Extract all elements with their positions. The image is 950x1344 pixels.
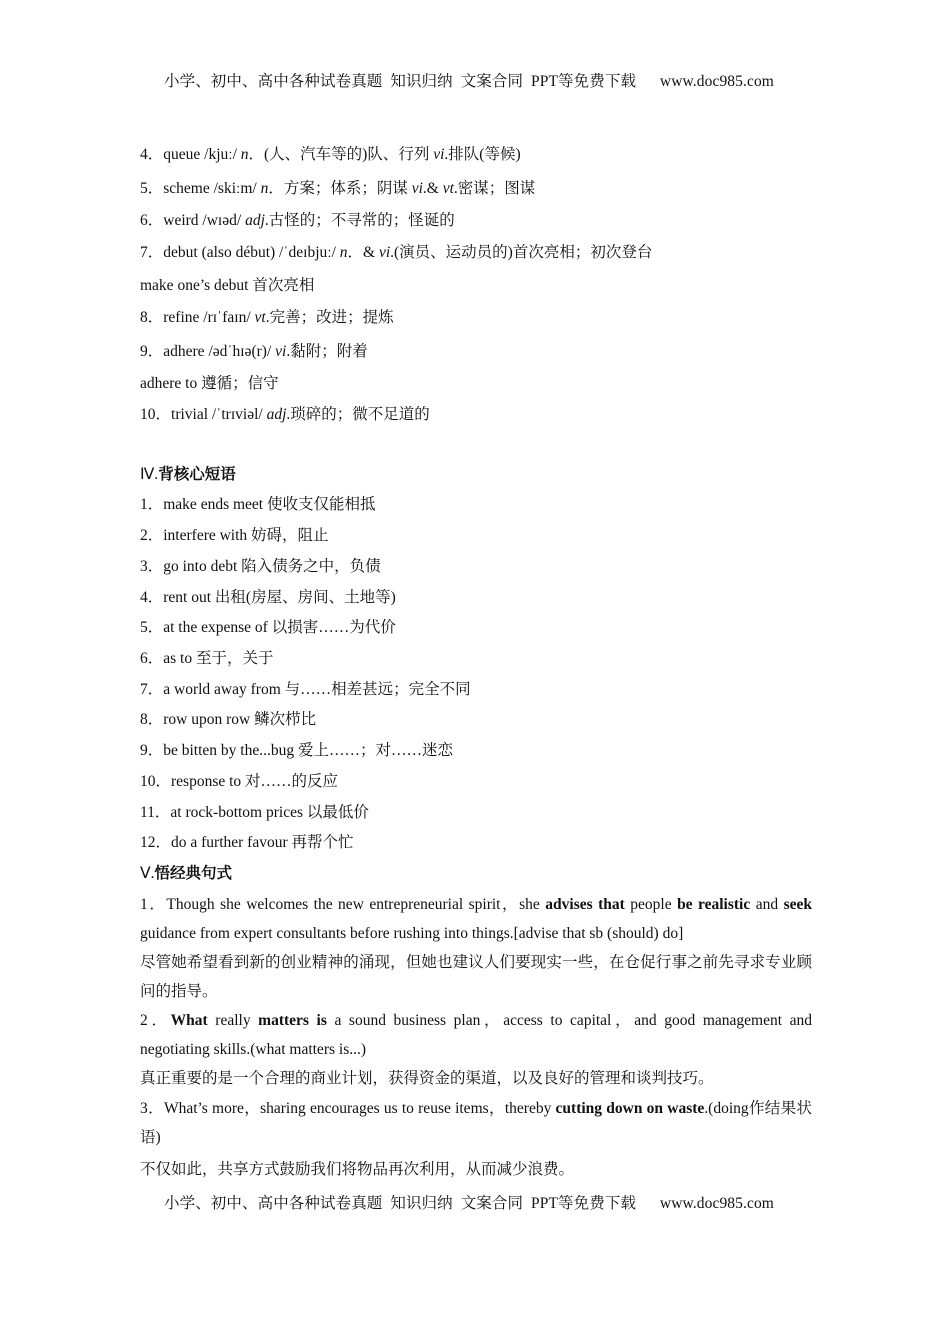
vocab-definition: .古怪的；不寻常的；怪诞的 — [264, 212, 455, 229]
key-structure: What — [170, 1012, 208, 1029]
phrase-item: 3．go into debt 陷入债务之中，负债 — [140, 558, 381, 575]
phrase-item: 7．a world away from 与……相差甚远；完全不同 — [140, 681, 471, 698]
vocab-definition: .完善；改进；提炼 — [265, 309, 394, 326]
part-of-speech: adj — [266, 406, 287, 423]
sentence-text: 2． — [140, 1012, 171, 1029]
vocab-word: debut (also début) /ˈdeɪbjuː/ — [163, 244, 340, 261]
part-of-speech: n — [240, 146, 249, 163]
sentence-text: .(doing作结果状语) — [140, 1100, 812, 1146]
part-of-speech: vi — [411, 180, 423, 197]
key-structure: cutting down on waste — [555, 1100, 705, 1117]
phrase-item: 5．at the expense of 以损害……为代价 — [140, 619, 396, 636]
section-roman: Ⅴ. — [140, 865, 155, 882]
page-header: 小学、初中、高中各种试卷真题 知识归纳 文案合同 PPT等免费下载 www.doc985.com — [164, 73, 774, 90]
phrase-item: 10．response to 对……的反应 — [140, 773, 339, 790]
part-of-speech: n — [260, 180, 269, 197]
item-number: 5． — [140, 180, 164, 197]
phrase-item: 6．as to 至于，关于 — [140, 650, 274, 667]
vocab-item-4 — [140, 145, 521, 165]
vocab-word: scheme /skiːm/ — [163, 180, 261, 197]
key-structure: advises that — [545, 896, 625, 913]
vocab-phrase-adhere: adhere to 遵循；信守 — [140, 375, 279, 392]
section-heading: 背核心短语 — [158, 466, 236, 483]
vocab-word: adhere /ədˈhɪə(r)/ — [163, 343, 276, 360]
key-structure: matters is — [258, 1012, 327, 1029]
section-roman: Ⅳ. — [140, 466, 159, 483]
vocab-definition: .琐碎的；微不足道的 — [286, 406, 430, 423]
vocab-connector: .& — [422, 180, 443, 197]
sentence-3-english — [140, 1094, 812, 1152]
phrase-item: 11．at rock-bottom prices 以最低价 — [140, 804, 369, 821]
key-structure: seek — [783, 896, 812, 913]
sentence-2-chinese: 真正重要的是一个合理的商业计划，获得资金的渠道，以及良好的管理和谈判技巧。 — [140, 1070, 714, 1087]
item-number: 8． — [140, 309, 164, 326]
phrase-item: 8．row upon row 鳞次栉比 — [140, 711, 317, 728]
vocab-item-10 — [140, 405, 430, 425]
part-of-speech: adj — [245, 212, 265, 229]
phrase-item: 9．be bitten by the...bug 爱上……；对……迷恋 — [140, 742, 453, 759]
sentence-text: really — [207, 1012, 259, 1029]
item-number: 7． — [140, 244, 164, 261]
vocab-phrase-debut: make one’s debut 首次亮相 — [140, 277, 315, 294]
vocab-definition: ．方案；体系；阴谋 — [268, 180, 412, 197]
part-of-speech: vi — [275, 343, 287, 360]
sentence-2-english — [140, 1006, 812, 1064]
phrase-item: 2．interfere with 妨碍，阻止 — [140, 527, 329, 544]
vocab-definition: .排队(等候) — [444, 146, 521, 163]
vocab-word: trivial /ˈtrɪviəl/ — [171, 406, 267, 423]
vocab-word: weird /wɪəd/ — [163, 212, 246, 229]
vocab-connector: ．& — [347, 244, 379, 261]
part-of-speech: vi — [378, 244, 391, 261]
section-heading: 悟经典句式 — [154, 865, 232, 882]
vocab-definition: .黏附；附着 — [286, 343, 368, 360]
sentence-1-english — [140, 890, 812, 948]
vocab-item-9 — [140, 342, 368, 362]
part-of-speech: vi — [433, 146, 445, 163]
phrase-item: 4．rent out 出租(房屋、房间、土地等) — [140, 589, 396, 606]
item-number: 9． — [140, 343, 164, 360]
part-of-speech: n — [339, 244, 348, 261]
vocab-item-8 — [140, 308, 394, 328]
part-of-speech: vt — [442, 180, 454, 197]
vocab-definition: .(演员、运动员的)首次亮相；初次登台 — [390, 244, 653, 261]
vocab-item-7 — [140, 243, 652, 263]
sentence-text: people — [624, 896, 678, 913]
phrase-item: 1．make ends meet 使收支仅能相抵 — [140, 496, 376, 513]
part-of-speech: vt — [254, 309, 266, 326]
section-title-sentences — [140, 864, 232, 884]
vocab-word: refine /rɪˈfaɪn/ — [163, 309, 255, 326]
sentence-3-chinese: 不仅如此，共享方式鼓励我们将物品再次利用，从而减少浪费。 — [140, 1161, 575, 1178]
vocab-definition: .密谋；图谋 — [453, 180, 536, 197]
page-footer: 小学、初中、高中各种试卷真题 知识归纳 文案合同 PPT等免费下载 www.doc985.com — [164, 1195, 774, 1212]
item-number: 4． — [140, 146, 164, 163]
section-title-phrases — [140, 465, 236, 485]
phrase-item: 12．do a further favour 再帮个忙 — [140, 834, 354, 851]
vocab-item-6 — [140, 211, 455, 231]
sentence-text: 1．Though she welcomes the new entrepreneurial spirit，she — [140, 896, 546, 913]
sentence-1-chinese: 尽管她希望看到新的创业精神的涌现，但她也建议人们要现实一些，在仓促行事之前先寻求专业顾问的指导。 — [140, 954, 812, 1000]
vocab-item-5 — [140, 179, 535, 199]
vocab-word: queue /kjuː/ — [163, 146, 241, 163]
sentence-text: and — [750, 896, 784, 913]
sentence-text: guidance from expert consultants before rushing into things.[advise that sb (should) do] — [140, 925, 684, 942]
sentence-text: 3．What’s more，sharing encourages us to reuse items，thereby — [140, 1100, 556, 1117]
item-number: 10． — [140, 406, 172, 423]
item-number: 6． — [140, 212, 164, 229]
vocab-definition: ．(人、汽车等的)队、行列 — [248, 146, 434, 163]
key-structure: be realistic — [677, 896, 751, 913]
sentence-text: a sound business plan，access to capital，and good management and negotiating skills.(what matters is...) — [140, 1012, 812, 1058]
